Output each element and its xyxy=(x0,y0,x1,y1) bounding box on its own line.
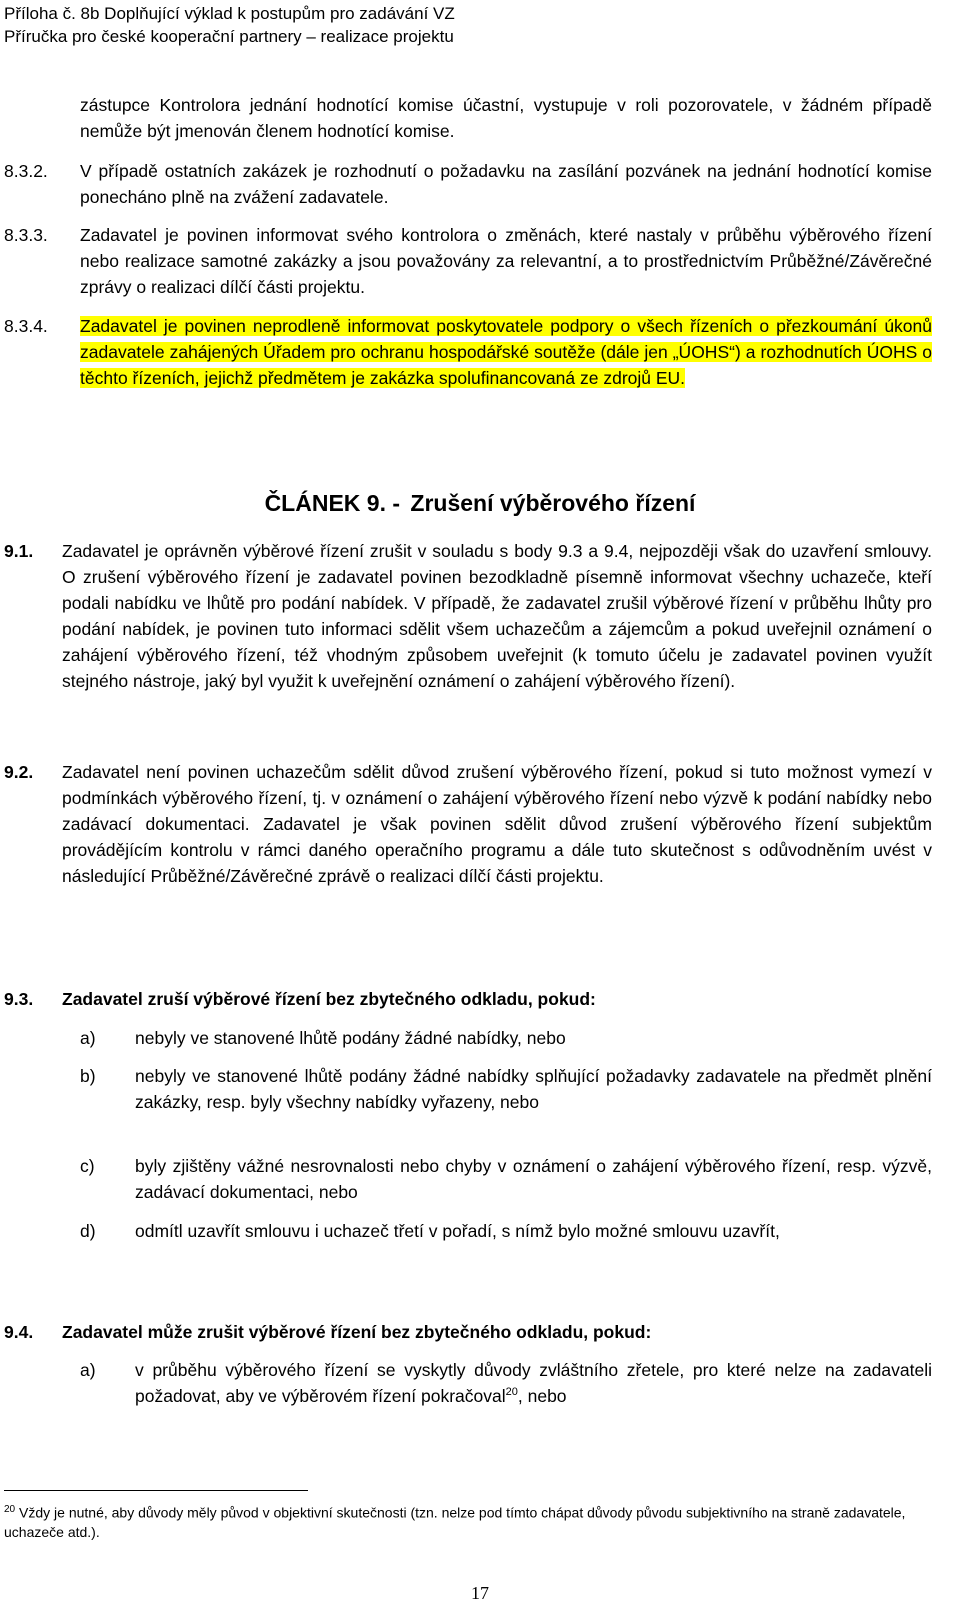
footnote-number: 20 xyxy=(4,1504,16,1515)
section-number-8-3-2: 8.3.2. xyxy=(4,161,48,181)
section-number-9-3: 9.3. xyxy=(4,989,34,1009)
section-number-8-3-4: 8.3.4. xyxy=(4,316,48,336)
section-text-9-4: Zadavatel může zrušit výběrové řízení bez zbytečného odkladu, pokud: xyxy=(62,1322,652,1342)
list-marker-a: a) xyxy=(80,1028,96,1048)
section-number-8-3-3: 8.3.3. xyxy=(4,225,48,245)
list-item-9-4-a-tail: , nebo xyxy=(517,1386,567,1406)
list-marker-c: c) xyxy=(80,1156,95,1176)
list-marker-b: b) xyxy=(80,1066,96,1086)
list-item-a: nebyly ve stanovené lhůtě podány žádné nabídky, nebo xyxy=(135,1028,566,1048)
section-text-8-3-4 xyxy=(80,313,932,391)
page-header xyxy=(4,2,455,48)
highlighted-text: Zadavatel je povinen neprodleně informovat poskytovatele podpory o všech řízeních o přezkoumání úkonů zadavatele zahájených Úřadem pro ochranu hospodářské soutěže (dále jen „ÚOHS“) a rozhodnutích ÚOHS o těchto řízeních, jejichž předmětem je zakázka spolufinancovaná ze zdrojů EU. xyxy=(80,316,932,388)
section-text-9-3: Zadavatel zruší výběrové řízení bez zbytečného odkladu, pokud: xyxy=(62,989,596,1009)
section-text-8-3-3: Zadavatel je povinen informovat svého kontrolora o změnách, které nastaly v průběhu výběrového řízení nebo realizace samotné zakázky a jsou považovány za relevantní, a to prostřednictvím Průběžné/Závěrečné zprávy o realizaci dílčí části projektu. xyxy=(80,225,932,297)
section-text-8-3-2: V případě ostatních zakázek je rozhodnutí o požadavku na zasílání pozvánek na jednání hodnotící komise ponecháno plně na zvážení zadavatele. xyxy=(80,161,932,207)
list-marker-9-4-a: a) xyxy=(80,1360,96,1380)
list-item-d: odmítl uzavřít smlouvu i uchazeč třetí v pořadí, s nímž bylo možné smlouvu uzavřít, xyxy=(135,1221,780,1241)
footnote-text: Vždy je nutné, aby důvody měly původ v objektivní skutečnosti (tzn. nelze pod tímto chápat důvody původu subjektivního na straně zadavatele, uchazeče atd.). xyxy=(4,1504,906,1540)
list-item-b: nebyly ve stanovené lhůtě podány žádné nabídky splňující požadavky zadavatele na předmět plnění zakázky, resp. byly všechny nabídky vyřazeny, nebo xyxy=(135,1066,932,1112)
section-text-9-1: Zadavatel je oprávněn výběrové řízení zrušit v souladu s body 9.3 a 9.4, nejpozději však do uzavření smlouvy. O zrušení výběrového řízení je zadavatel povinen bezodkladně písemně informovat všechny uchazeče, kteří podali nabídku ve lhůtě pro podání nabídek. V případě, že zadavatel zrušil výběrové řízení v průběhu lhůty pro podání nabídek, je povinen tuto informaci sdělit všem uchazečům a zájemcům a pokud uveřejnil oznámení o zahájení výběrového řízení, též vhodným způsobem uveřejnit (k tomuto účelu je zadavatel povinen využít stejného nástroje, jaký byl využit k uveřejnění oznámení o zahájení výběrového řízení). xyxy=(62,541,932,691)
list-item-c: byly zjištěny vážné nesrovnalosti nebo chyby v oznámení o zahájení výběrového řízení, resp. výzvě, zadávací dokumentaci, nebo xyxy=(135,1156,932,1202)
article-heading xyxy=(0,490,960,516)
section-number-9-1: 9.1. xyxy=(4,541,34,561)
footnote-reference[interactable]: 20 xyxy=(505,1386,518,1399)
header-line-1: Příloha č. 8b Doplňující výklad k postupům pro zadávání VZ xyxy=(4,4,455,23)
list-marker-d: d) xyxy=(80,1221,96,1241)
footnote xyxy=(4,1500,956,1542)
section-number-9-4: 9.4. xyxy=(4,1322,34,1342)
section-text-9-2: Zadavatel není povinen uchazečům sdělit důvod zrušení výběrového řízení, pokud si tuto možnost vymezí v podmínkách výběrového řízení, tj. v oznámení o zahájení výběrového řízení nebo výzvě k podání nabídky nebo zadávací dokumentaci. Zadavatel je však povinen sdělit důvod zrušení výběrového řízení subjektům provádějícím kontrolu v rámci daného operačního programu a dále tuto skutečnost s odůvodněním uvést v následující Průběžné/Závěrečné zprávě o realizaci dílčí části projektu. xyxy=(62,762,932,886)
article-title: Zrušení výběrového řízení xyxy=(410,490,696,516)
article-label: ČLÁNEK 9. - xyxy=(264,490,401,516)
section-number-9-2: 9.2. xyxy=(4,762,34,782)
intro-paragraph: zástupce Kontrolora jednání hodnotící komise účastní, vystupuje v roli pozorovatele, v žádném případě nemůže být jmenován členem hodnotící komise. xyxy=(80,95,932,141)
page-number: 17 xyxy=(471,1583,489,1603)
list-item-9-4-a-text: v průběhu výběrového řízení se vyskytly důvody zvláštního zřetele, pro které nelze na zadavateli požadovat, aby ve výběrovém řízení pokračoval xyxy=(135,1360,932,1406)
footnote-separator xyxy=(4,1490,308,1491)
header-line-2: Příručka pro české kooperační partnery – realizace projektu xyxy=(4,27,454,46)
list-item-9-4-a xyxy=(135,1357,932,1409)
